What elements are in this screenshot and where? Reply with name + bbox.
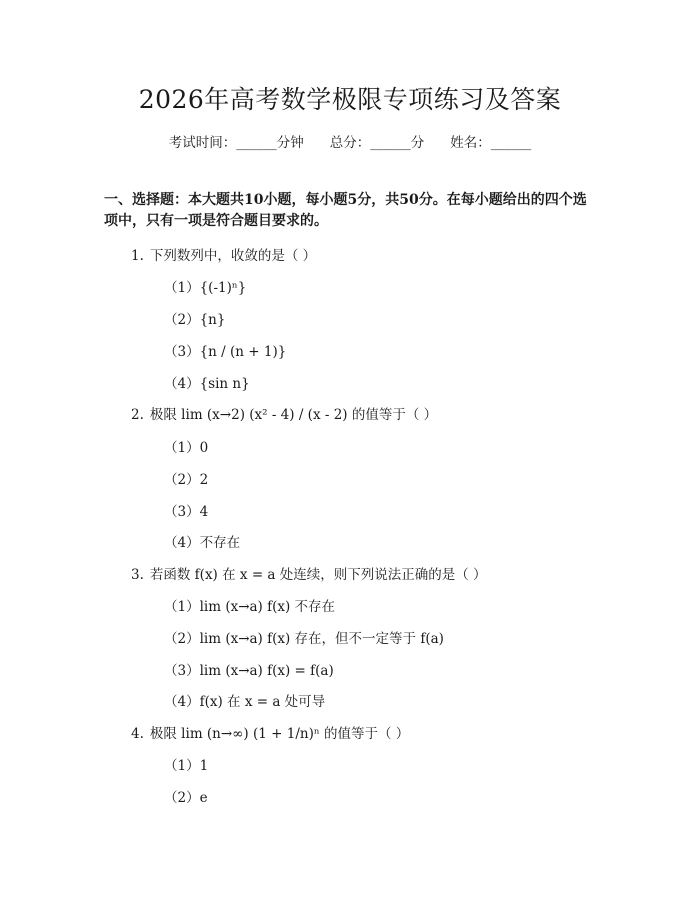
q4-option-1: （1）1 — [164, 758, 209, 774]
q2-option-2: （2）2 — [164, 472, 209, 488]
question-1 — [131, 244, 316, 264]
question-number: 2. — [131, 407, 144, 423]
q4-option-2: （2）e — [164, 790, 208, 806]
total-score-field: 总分：______分 — [329, 135, 425, 151]
q2-option-4: （4）不存在 — [164, 535, 241, 551]
q2-option-1: （1）0 — [164, 440, 209, 456]
q2-option-3: （3）4 — [164, 504, 209, 520]
q1-option-4: （4）{sin n} — [164, 376, 250, 392]
question-number: 1. — [131, 248, 144, 264]
section-heading: 一、选择题：本大题共10小题，每小题5分，共50分。在每小题给出的四个选项中，只有一项是符合题目要求的。 — [104, 192, 587, 229]
page-title: 2026年高考数学极限专项练习及答案 — [138, 85, 562, 114]
question-text: 下列数列中，收敛的是（ ） — [149, 248, 317, 264]
question-number: 4. — [131, 726, 144, 742]
q3-option-2: （2）lim (x→a) f(x) 存在，但不一定等于 f(a) — [164, 631, 444, 647]
question-text: 极限 lim (n→∞) (1 + 1/n)ⁿ 的值等于（ ） — [149, 726, 410, 742]
question-2 — [131, 403, 437, 423]
q3-option-4: （4）f(x) 在 x = a 处可导 — [164, 694, 326, 710]
exam-info-line — [0, 131, 700, 151]
exam-time-field: 考试时间：______分钟 — [168, 135, 304, 151]
student-name-field: 姓名：______ — [450, 135, 532, 151]
question-4 — [131, 722, 409, 742]
question-text: 若函数 f(x) 在 x = a 处连续，则下列说法正确的是（ ） — [149, 567, 487, 583]
question-text: 极限 lim (x→2) (x² - 4) / (x - 2) 的值等于（ ） — [149, 407, 438, 423]
question-number: 3. — [131, 567, 144, 583]
q3-option-1: （1）lim (x→a) f(x) 不存在 — [164, 599, 336, 615]
question-3 — [131, 563, 487, 583]
q1-option-3: （3）{n / (n + 1)} — [164, 344, 287, 360]
q1-option-1: （1）{(-1)ⁿ} — [164, 280, 247, 296]
q1-option-2: （2）{n} — [164, 312, 226, 328]
q3-option-3: （3）lim (x→a) f(x) = f(a) — [164, 663, 334, 679]
